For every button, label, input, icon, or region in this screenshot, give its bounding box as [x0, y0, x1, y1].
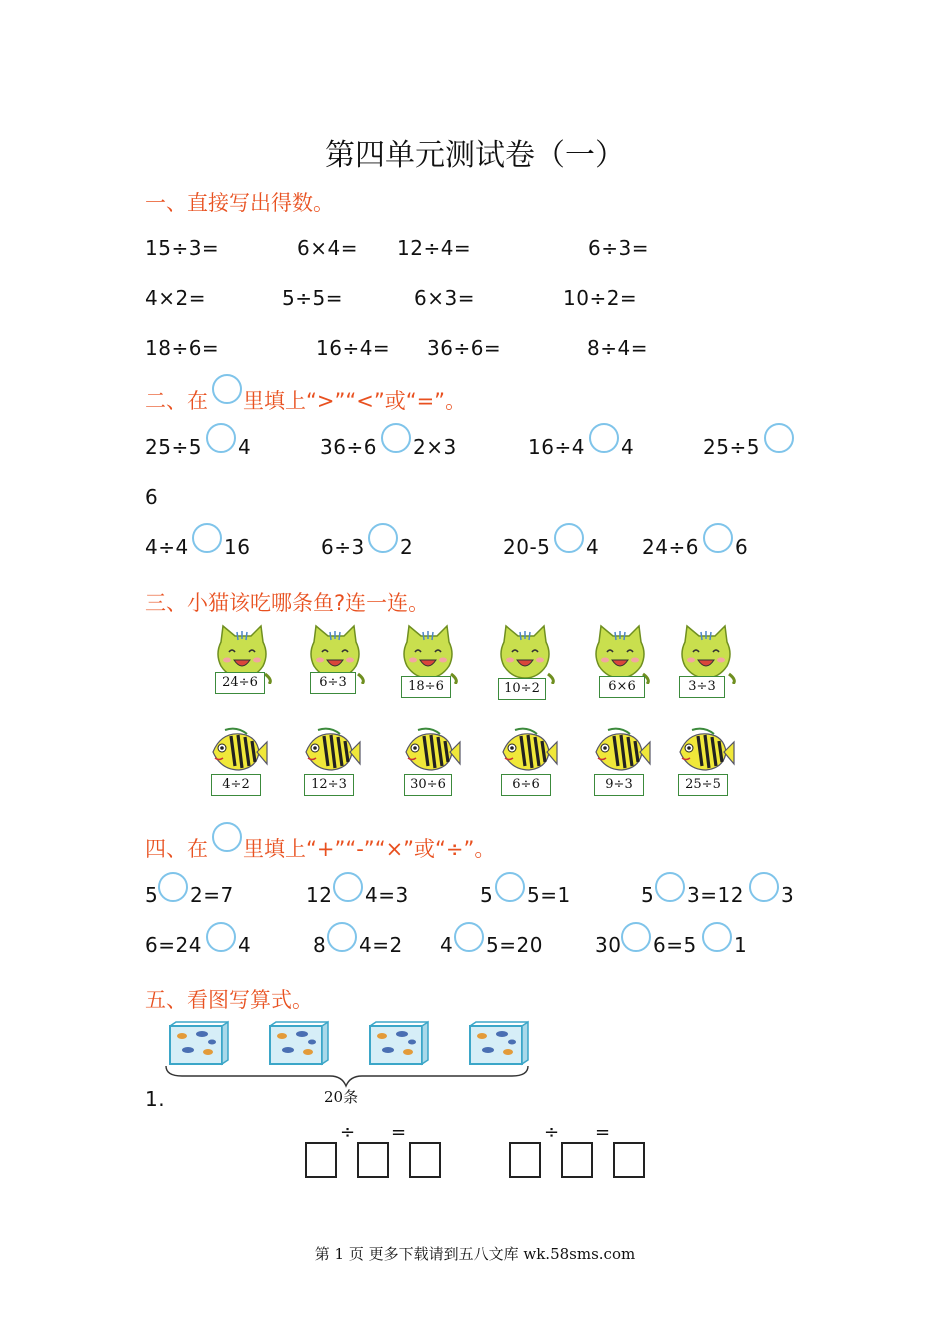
answer-box[interactable] [509, 1142, 541, 1178]
answer-circle[interactable] [368, 523, 398, 553]
problem: 10÷2= [563, 286, 638, 310]
cat-label: 10÷2 [498, 678, 546, 700]
fish-label: 4÷2 [211, 774, 261, 796]
divide-sign: ÷ [544, 1122, 560, 1143]
equals-sign: = [391, 1122, 407, 1143]
equation-part: 4 [440, 933, 454, 957]
brace-label: 20条 [324, 1088, 359, 1106]
fish-label: 30÷6 [404, 774, 452, 796]
problem: 36÷6= [427, 336, 502, 360]
answer-circle[interactable] [764, 423, 794, 453]
fish-tank-icon [368, 1020, 428, 1064]
answer-box[interactable] [561, 1142, 593, 1178]
section1-heading: 一、直接写出得数。 [145, 191, 334, 215]
equation-part: 12 [306, 883, 333, 907]
compare-right: 4 [238, 435, 252, 459]
operator-circle[interactable] [749, 872, 779, 902]
operator-circle[interactable] [158, 872, 188, 902]
fish-icon[interactable] [497, 726, 559, 800]
compare-left: 36÷6 [320, 435, 377, 459]
operator-circle[interactable] [621, 922, 651, 952]
operator-circle[interactable] [495, 872, 525, 902]
section4-heading-start: 四、在 [145, 837, 208, 861]
answer-circle[interactable] [206, 423, 236, 453]
fish-body-icon [497, 726, 559, 776]
answer-box[interactable] [357, 1142, 389, 1178]
problem: 6÷3= [588, 236, 649, 260]
fish-icon[interactable] [674, 726, 736, 800]
problem: 6×3= [414, 286, 475, 310]
section2-heading-start: 二、在 [145, 389, 208, 413]
cat-label: 6÷3 [310, 672, 356, 694]
answer-circle-sample [212, 374, 242, 404]
problem: 18÷6= [145, 336, 220, 360]
operator-circle[interactable] [702, 922, 732, 952]
cat-icon[interactable] [207, 624, 277, 702]
equation-part: 5 [480, 883, 494, 907]
fish-icon[interactable] [300, 726, 362, 800]
problem: 4×2= [145, 286, 206, 310]
equation-part: 5 [145, 883, 159, 907]
fish-icon[interactable] [207, 726, 269, 800]
problem: 12÷4= [397, 236, 472, 260]
answer-box[interactable] [409, 1142, 441, 1178]
compare-left: 25÷5 [145, 435, 202, 459]
fish-body-icon [590, 726, 652, 776]
equation-part: 5=1 [527, 883, 571, 907]
cat-label: 3÷3 [679, 676, 725, 698]
equation-part: 6=24 [145, 933, 202, 957]
compare-right: 2×3 [413, 435, 457, 459]
cat-icon[interactable] [490, 624, 560, 702]
operator-circle[interactable] [333, 872, 363, 902]
equation-part: 1 [734, 933, 748, 957]
operator-circle[interactable] [655, 872, 685, 902]
section3-heading: 三、小猫该吃哪条鱼?连一连。 [145, 591, 430, 615]
compare-right: 6 [735, 535, 749, 559]
page-title: 第四单元测试卷（一） [325, 138, 625, 173]
equation-part: 2=7 [190, 883, 234, 907]
cat-icon[interactable] [585, 624, 655, 702]
section5-heading: 五、看图写算式。 [145, 988, 313, 1012]
answer-circle-sample [212, 822, 242, 852]
answer-circle[interactable] [703, 523, 733, 553]
cat-icon[interactable] [671, 624, 741, 702]
compare-left: 16÷4 [528, 435, 585, 459]
cat-icon[interactable] [300, 624, 370, 702]
fish-body-icon [674, 726, 736, 776]
equation-part: 5=20 [486, 933, 543, 957]
problem: 16÷4= [316, 336, 391, 360]
cat-face-icon [490, 624, 560, 684]
answer-box[interactable] [613, 1142, 645, 1178]
fish-tank-icon [468, 1020, 528, 1064]
equals-sign: = [595, 1122, 611, 1143]
equation-part: 8 [313, 933, 327, 957]
compare-right: 16 [224, 535, 251, 559]
compare-right: 6 [145, 485, 159, 509]
answer-circle[interactable] [381, 423, 411, 453]
answer-circle[interactable] [192, 523, 222, 553]
cat-icon[interactable] [393, 624, 463, 702]
question-number: 1. [145, 1087, 166, 1111]
fish-tank-icon [168, 1020, 228, 1064]
compare-left: 4÷4 [145, 535, 189, 559]
cat-label: 24÷6 [215, 672, 265, 694]
cat-label: 6×6 [599, 676, 645, 698]
problem: 6×4= [297, 236, 358, 260]
section4-heading-end: 里填上“+”“-”“×”或“÷”。 [243, 837, 496, 861]
cat-face-icon [585, 624, 655, 684]
fish-body-icon [207, 726, 269, 776]
compare-left: 25÷5 [703, 435, 760, 459]
equation-part: 4=3 [365, 883, 409, 907]
answer-box[interactable] [305, 1142, 337, 1178]
equation-part: 5 [641, 883, 655, 907]
divide-sign: ÷ [340, 1122, 356, 1143]
cat-face-icon [671, 624, 741, 684]
operator-circle[interactable] [327, 922, 357, 952]
compare-right: 4 [586, 535, 600, 559]
operator-circle[interactable] [454, 922, 484, 952]
compare-left: 6÷3 [321, 535, 365, 559]
operator-circle[interactable] [206, 922, 236, 952]
fish-body-icon [300, 726, 362, 776]
problem: 15÷3= [145, 236, 220, 260]
compare-left: 24÷6 [642, 535, 699, 559]
fish-label: 9÷3 [594, 774, 644, 796]
fish-icon[interactable] [590, 726, 652, 800]
compare-right: 4 [621, 435, 635, 459]
page-footer: 第 1 页 更多下载请到五八文库 wk.58sms.com [314, 1245, 636, 1263]
equation-part: 4 [238, 933, 252, 957]
brace [160, 1064, 535, 1088]
equation-part: 30 [595, 933, 622, 957]
fish-icon[interactable] [400, 726, 462, 800]
cat-face-icon [393, 624, 463, 684]
equation-part: 4=2 [359, 933, 403, 957]
section2-heading-end: 里填上“>”“<”或“=”。 [243, 389, 467, 413]
fish-label: 6÷6 [501, 774, 551, 796]
compare-left: 20-5 [503, 535, 551, 559]
fish-label: 25÷5 [678, 774, 728, 796]
problem: 8÷4= [587, 336, 648, 360]
problem: 5÷5= [282, 286, 343, 310]
equation-part: 3=12 [687, 883, 744, 907]
compare-right: 2 [400, 535, 414, 559]
equation-part: 3 [781, 883, 795, 907]
cat-label: 18÷6 [401, 676, 451, 698]
fish-body-icon [400, 726, 462, 776]
answer-circle[interactable] [554, 523, 584, 553]
equation-part: 6=5 [653, 933, 697, 957]
fish-label: 12÷3 [304, 774, 354, 796]
fish-tank-icon [268, 1020, 328, 1064]
answer-circle[interactable] [589, 423, 619, 453]
